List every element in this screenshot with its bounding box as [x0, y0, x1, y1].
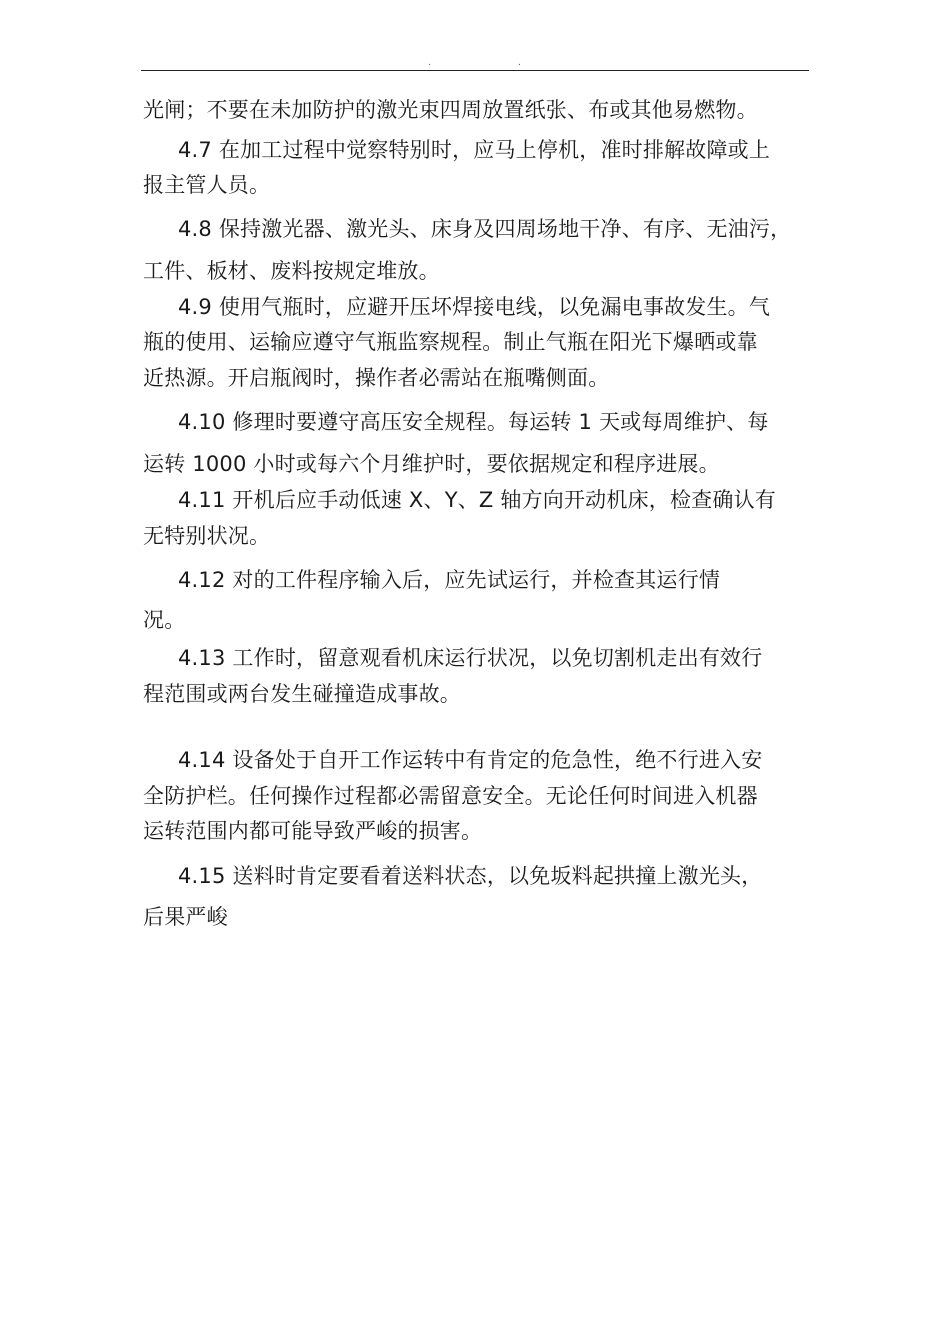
text-line: 近热源。开启瓶阀时，操作者必需站在瓶嘴侧面。: [143, 366, 610, 390]
header-dot: .: [518, 58, 521, 68]
text-line: 运转 1000 小时或每六个月维护时，要依据规定和程序进展。: [143, 452, 720, 476]
text-line: 全防护栏。任何操作过程都必需留意安全。无论任何时间进入机器: [143, 784, 758, 808]
text-line: 4.11 开机后应手动低速 X、Y、Z 轴方向开动机床，检查确认有: [178, 488, 776, 512]
text-line: 4.10 修理时要遵守高压安全规程。每运转 1 天或每周维护、每: [178, 410, 769, 434]
header-rule: [141, 70, 809, 71]
text-line: 报主管人员。: [143, 173, 271, 197]
text-line: 光闸；不要在未加防护的激光束四周放置纸张、布或其他易燃物。: [143, 98, 758, 122]
text-line: 况。: [143, 608, 186, 632]
text-line: 运转范围内都可能导致严峻的损害。: [143, 819, 483, 843]
text-line: 瓶的使用、运输应遵守气瓶监察规程。制止气瓶在阳光下爆晒或靠: [143, 330, 758, 354]
text-line: 4.15 送料时肯定要看着送料状态，以免坂料起拱撞上激光头，: [178, 864, 763, 888]
text-line: 4.13 工作时，留意观看机床运行状况，以免切割机走出有效行: [178, 646, 763, 670]
text-line: 4.14 设备处于自开工作运转中有肯定的危急性，绝不行进入安: [178, 748, 763, 772]
text-line: 程范围或两台发生碰撞造成事故。: [143, 682, 461, 706]
text-line: 4.12 对的工件程序输入后，应先试运行，并检查其运行情: [178, 568, 721, 592]
text-line: 工件、板材、废料按规定堆放。: [143, 259, 440, 283]
text-line: 4.9 使用气瓶时，应避开压坏焊接电线，以免漏电事故发生。气: [178, 295, 771, 319]
text-line: 无特别状况。: [143, 524, 271, 548]
text-line: 4.8 保持激光器、激光头、床身及四周场地干净、有序、无油污，: [178, 217, 792, 241]
header-dot: .: [428, 58, 431, 68]
text-line: 4.7 在加工过程中觉察特别时，应马上停机，准时排解故障或上: [178, 138, 771, 162]
text-line: 后果严峻: [143, 905, 228, 929]
